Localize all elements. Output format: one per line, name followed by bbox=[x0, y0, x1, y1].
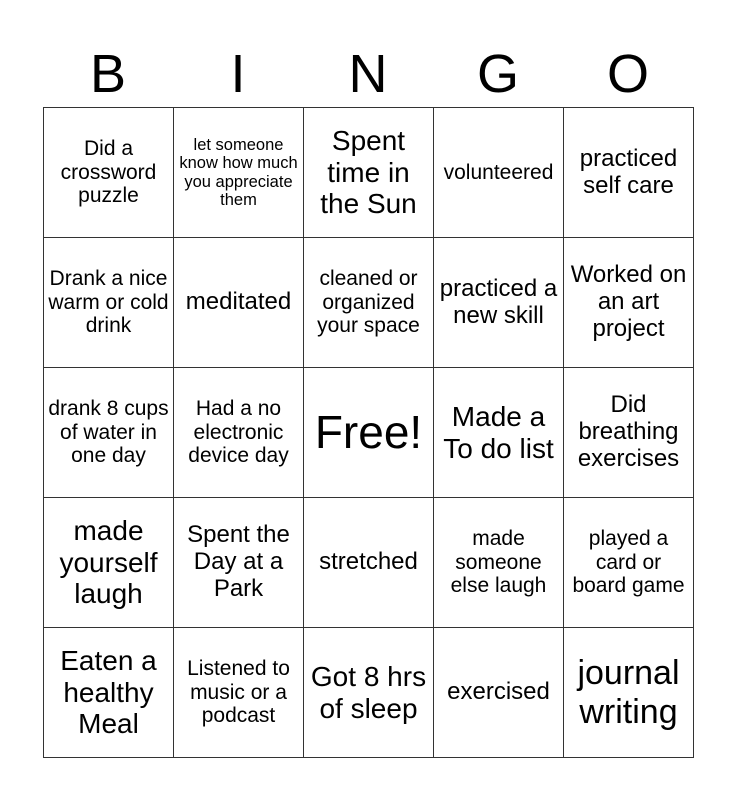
bingo-cell: made yourself laugh bbox=[44, 498, 174, 628]
bingo-cell: Spent time in the Sun bbox=[304, 108, 434, 238]
bingo-cell: Did breathing exercises bbox=[564, 368, 694, 498]
bingo-cell: made someone else laugh bbox=[434, 498, 564, 628]
bingo-cell: Made a To do list bbox=[434, 368, 564, 498]
bingo-cell: Did a crossword puzzle bbox=[44, 108, 174, 238]
bingo-cell: Spent the Day at a Park bbox=[174, 498, 304, 628]
bingo-cell: journal writing bbox=[564, 628, 694, 758]
board-row bbox=[44, 238, 694, 368]
header-letter-b: B bbox=[89, 44, 127, 104]
bingo-cell: Listened to music or a podcast bbox=[174, 628, 304, 758]
board-row bbox=[44, 368, 694, 498]
bingo-board bbox=[43, 107, 694, 758]
bingo-cell: Eaten a healthy Meal bbox=[44, 628, 174, 758]
header-letter-g: G bbox=[476, 44, 519, 104]
board-row bbox=[44, 628, 694, 758]
bingo-cell: Drank a nice warm or cold drink bbox=[44, 238, 174, 368]
bingo-cell: cleaned or organized your space bbox=[304, 238, 434, 368]
bingo-cell: exercised bbox=[434, 628, 564, 758]
bingo-cell: stretched bbox=[304, 498, 434, 628]
bingo-cell: Worked on an art project bbox=[564, 238, 694, 368]
bingo-cell: played a card or board game bbox=[564, 498, 694, 628]
bingo-cell: practiced a new skill bbox=[434, 238, 564, 368]
header-letter-o: O bbox=[606, 44, 649, 104]
bingo-cell: drank 8 cups of water in one day bbox=[44, 368, 174, 498]
board-row bbox=[44, 498, 694, 628]
bingo-cell: Got 8 hrs of sleep bbox=[304, 628, 434, 758]
board-row bbox=[44, 108, 694, 238]
free-space-cell: Free! bbox=[304, 368, 434, 498]
header-letter-i: I bbox=[230, 44, 246, 104]
bingo-cell: let someone know how much you appreciate them bbox=[174, 108, 304, 238]
bingo-header bbox=[43, 42, 693, 106]
bingo-cell: practiced self care bbox=[564, 108, 694, 238]
bingo-cell: volunteered bbox=[434, 108, 564, 238]
bingo-cell: Had a no electronic device day bbox=[174, 368, 304, 498]
bingo-cell: meditated bbox=[174, 238, 304, 368]
header-letter-n: N bbox=[348, 44, 388, 104]
